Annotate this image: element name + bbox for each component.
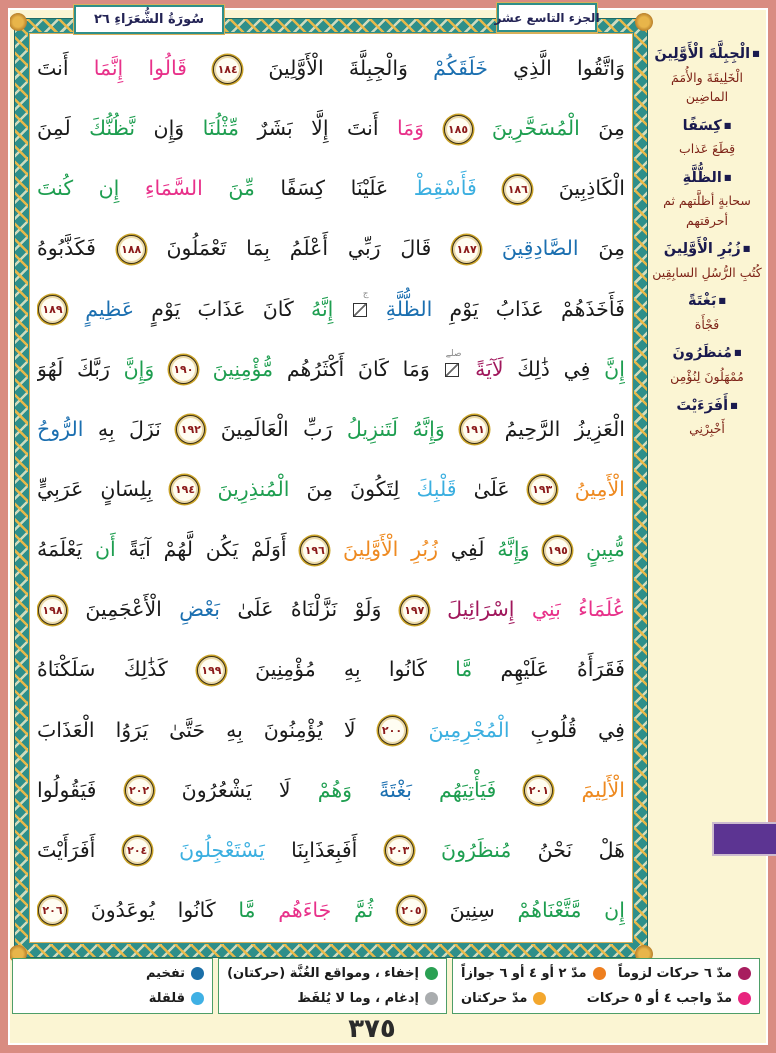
quran-word: إِن (604, 897, 625, 922)
quran-word: نَّظُنُّكَ (89, 116, 136, 141)
quran-word: بَشَرٌ (257, 116, 293, 141)
quran-word: مِنَ (598, 116, 625, 141)
quran-line (37, 639, 625, 699)
quran-word: نَحْنُ (537, 837, 573, 862)
quran-word: وَاتَّقُوا (577, 56, 625, 80)
quran-word: بَعْضِ (179, 597, 220, 622)
pause-mark-box: صلے (445, 363, 459, 377)
quran-word: رَبِّي (347, 236, 381, 261)
quran-word: كِسَفًا (280, 176, 326, 201)
quran-word: مُّؤْمِنِينَ (212, 356, 274, 381)
quran-word: مَّتَّعْنَاهُمْ (517, 897, 582, 922)
glossary-word: ■زُبُرِ الْأَوَّلِينَ (663, 241, 751, 258)
glossary-entry (650, 396, 764, 439)
glossary-definition: كُتُبِ الرُّسُلِ السابِقِين (652, 264, 762, 280)
glossary-definition: قِطَعَ عَذاب (678, 141, 736, 157)
quran-word: فَقَرَأَهُ (577, 657, 625, 682)
glossary-entry (650, 168, 764, 231)
verse-number-medallion: ٢٠٦ (38, 896, 67, 925)
quran-word: الْأَمِينُ (574, 476, 625, 501)
quran-word: كَانُوا (388, 657, 427, 682)
quran-word: نَزَّلْنَاهُ (290, 597, 338, 622)
quran-word: لِتَكُونَ (350, 476, 400, 501)
quran-word: وَإِنَّهُ (412, 416, 445, 441)
quran-word: بِهِ (226, 717, 243, 742)
quran-word: يُؤْمِنُونَ (263, 717, 323, 742)
quran-word: مِنَ (306, 476, 334, 501)
quran-word: كَانَ (357, 356, 389, 381)
quran-word: لَهُوَ (37, 356, 64, 381)
quran-word: يَوْمِ (449, 296, 479, 321)
glossary-word: ■كِسَفًا (682, 117, 732, 134)
quran-word: قَالَ (400, 236, 432, 261)
legend-item (461, 966, 606, 981)
quran-word: الْعَالَمِينَ (220, 416, 289, 441)
verse-number-medallion: ١٨٦ (503, 175, 532, 204)
quran-word: وَالْجِبِلَّةَ (348, 56, 408, 80)
legend-row (461, 991, 751, 1006)
glossary-word: ■الظُّلَّةِ (682, 169, 732, 186)
quran-word: أَكْثَرُهُم (286, 356, 345, 381)
juz-title-cartouche (494, 3, 600, 32)
glossary-word: ■الْجِبِلَّةَ الْأَوَّلِينَ (654, 46, 760, 62)
verse-number-medallion: ٢٠٥ (397, 896, 426, 925)
glossary-entry (650, 44, 764, 107)
quran-word: فَكَذَّبُوهُ (37, 236, 96, 261)
quran-word: يُوعَدُونَ (90, 897, 155, 922)
quran-line (37, 459, 625, 519)
legend-item (587, 991, 751, 1006)
quran-word: فَيَأْتِيَهُم (439, 777, 497, 802)
surah-title-cartouche (74, 5, 224, 34)
quran-word: قُلُوبِ (530, 717, 578, 742)
legend-row (227, 991, 438, 1006)
square-bullet-icon: ■ (718, 296, 726, 306)
quran-word: مُنظَرُونَ (441, 837, 512, 862)
square-bullet-icon: ■ (733, 348, 742, 358)
quran-word: إِلَّا (311, 116, 329, 141)
square-bullet-icon: ■ (723, 120, 732, 130)
quran-word: سِنِينَ (449, 897, 495, 922)
legend-label: مدّ ٢ أو ٤ أو ٦ جوازاً (461, 966, 587, 981)
legend-item (461, 991, 546, 1006)
verse-number-medallion: ١٩٦ (300, 536, 329, 565)
legend-row (21, 966, 204, 981)
quran-word: بِلِسَانٍ (100, 476, 153, 501)
quran-word: أَن (94, 537, 116, 562)
legend-item (146, 966, 204, 981)
quran-word: أَعْلَمُ (289, 236, 329, 261)
color-dot-icon (191, 992, 204, 1005)
quran-word: عَذَابُ (495, 296, 544, 321)
verse-number-medallion: ١٩٥ (543, 536, 572, 565)
glossary-definition: سحابةٍ أظلَّتهم ثم أحرقتهم (663, 193, 751, 228)
corner-flourish (635, 13, 653, 31)
quran-word: يَرَوُا (115, 717, 149, 742)
quran-word: عَلَىٰ (473, 476, 510, 501)
quran-line (37, 279, 625, 339)
verse-number-medallion: ١٩٢ (176, 415, 205, 444)
quran-word: وَإِنَّهُ (497, 537, 530, 562)
color-dot-icon (425, 992, 438, 1005)
quran-word: سَلَكْنَاهُ (37, 657, 96, 682)
quran-word: أَنتَ (37, 56, 69, 80)
glossary-entry (650, 239, 764, 282)
quran-word: كَانَ (262, 296, 294, 321)
square-bullet-icon: ■ (742, 244, 751, 254)
quran-line (37, 38, 625, 98)
quran-word: الرَّحِيمُ (504, 416, 561, 441)
quran-word: لَآيَةً (475, 356, 504, 381)
quran-word: هَلْ (598, 837, 625, 862)
quran-word: تَعْمَلُونَ (166, 236, 227, 261)
quran-word: نَزَلَ (128, 416, 161, 441)
quran-word: رَبَّكَ (76, 356, 110, 381)
quran-word: وَإِنَّ (123, 356, 155, 381)
verse-number-medallion: ٢٠٢ (125, 776, 154, 805)
quran-word: مَّا (455, 657, 473, 682)
quran-word: الرُّوحُ (37, 416, 84, 441)
quran-word: كُنتَ (37, 176, 74, 201)
quran-word: مَّا (238, 897, 256, 922)
quran-line (37, 399, 625, 459)
quran-word: ذَٰلِكَ (517, 356, 550, 381)
quran-word: عَذَابَ (197, 296, 246, 321)
juz-title: الجزء التاسع عشر (494, 10, 600, 25)
verse-number-medallion: ٢٠٤ (123, 836, 152, 865)
quran-word: إِنَّمَا (93, 56, 124, 80)
quran-word: الْأَلِيمَ (581, 777, 625, 802)
quran-word: كَذَٰلِكَ (123, 657, 168, 682)
quran-line (37, 519, 625, 579)
quran-word: ثُمَّ (353, 897, 374, 922)
surah-title: سُورَةُ الشُّعَرَاءِ ٢٦ (93, 12, 205, 27)
quran-line (37, 218, 625, 278)
quran-text-block (28, 32, 634, 944)
quran-word: إِسْرَائِيلَ (447, 597, 515, 622)
quran-word: الْأَوَّلِينَ (343, 537, 399, 562)
quran-word: يَسْتَعْجِلُونَ (179, 837, 265, 862)
quran-line (37, 820, 625, 880)
verse-number-medallion: ١٩٩ (197, 656, 226, 685)
legend-item (618, 966, 751, 981)
verse-number-medallion: ١٩٣ (528, 475, 557, 504)
verse-number-medallion: ٢٠١ (524, 776, 553, 805)
legend-box-madd (452, 958, 760, 1014)
legend-row (461, 966, 751, 981)
quran-word: الْمُسَحَّرِينَ (491, 116, 580, 141)
quran-word: لَّهُمْ (163, 537, 193, 562)
quran-word: قَالُوا (148, 56, 187, 80)
quran-word: مُؤْمِنِينَ (255, 657, 316, 682)
glossary-word: ■بَغْتَةً (688, 293, 726, 310)
quran-word: وَمَا (402, 356, 430, 381)
glossary-definition: الْخَلِيقَةَ والأُمَمَ الماضِين (671, 69, 743, 105)
quran-word: بِمَا (246, 236, 270, 261)
legend-row (21, 991, 204, 1006)
quran-word: لَا (343, 717, 356, 742)
legend-label: تفخيم (145, 966, 186, 981)
legend-item (227, 966, 438, 981)
legend-label: مدّ ٦ حركات لزوماً (617, 966, 732, 981)
quran-word: أَفَرَأَيْتَ (37, 837, 96, 862)
ornamental-border (14, 18, 648, 958)
quran-word: عُلَمَاءُ (578, 597, 625, 622)
quran-word: يَشْعُرُونَ (181, 777, 252, 802)
quran-word: حَتَّىٰ (169, 717, 206, 742)
quran-word: الْمُجْرِمِينَ (428, 717, 510, 742)
legend-row (227, 966, 438, 981)
verse-number-medallion: ١٩٧ (400, 596, 429, 625)
color-dot-icon (425, 967, 438, 980)
legend-label: إدغام ، وما لا يُلفَظ (297, 991, 419, 1006)
quran-line (37, 880, 625, 940)
quran-word: جَاءَهُم (278, 897, 332, 922)
quran-word: الْعَزِيزُ (574, 416, 625, 441)
glossary-entry (650, 116, 764, 159)
quran-word: آيَةً (128, 537, 151, 562)
glossary-word: ■أَفَرَءَيْتَ (676, 397, 738, 414)
quran-word: عَلَيْهِم (500, 657, 549, 682)
verse-number-medallion: ١٩٠ (169, 355, 198, 384)
quran-word: مِنَ (598, 236, 625, 261)
legend-label: مدّ واجب ٤ أو ٥ حركات (586, 991, 732, 1006)
quran-word: الْأَوَّلِينَ (268, 56, 324, 80)
quran-word: يَكُن (205, 537, 239, 562)
quran-line (37, 700, 625, 760)
quran-word: عَلَيْنَا (350, 176, 389, 201)
quran-word: الْأَعْجَمِينَ (85, 597, 162, 622)
quran-word: الصَّادِقِينَ (501, 236, 579, 261)
glossary-entry (650, 291, 764, 334)
quran-word: الْعَذَابَ (37, 717, 95, 742)
quran-word: وَلَوْ (354, 597, 382, 622)
quran-line (37, 760, 625, 820)
quran-word: إِنَّ (604, 356, 625, 381)
legend-item (149, 991, 204, 1006)
square-bullet-icon: ■ (752, 49, 760, 58)
glossary-definition: مُمْهَلُونَ لِنُؤْمِن (670, 369, 744, 385)
quran-word: وَهُمْ (317, 777, 353, 802)
verse-number-medallion: ١٨٧ (452, 235, 481, 264)
quran-word: فَأَخَذَهُمْ (560, 296, 625, 321)
quran-word: رَبِّ (303, 416, 333, 441)
glossary-definition: فَجْأَة (694, 317, 720, 332)
verse-number-medallion: ١٩٤ (170, 475, 199, 504)
quran-line (37, 579, 625, 639)
quran-word: إِنَّهُ (310, 296, 334, 321)
quran-word: وَإِن (153, 116, 185, 141)
glossary-entry (650, 343, 764, 386)
quran-word: بِهِ (343, 657, 361, 682)
color-dot-icon (191, 967, 204, 980)
quran-word: أَنتَ (346, 116, 379, 141)
quran-word: الظُّلَّةِ (385, 296, 433, 321)
quran-word: إِن (98, 176, 120, 201)
quran-word: السَّمَاءِ (144, 176, 203, 201)
color-dot-icon (738, 992, 751, 1005)
legend-box-tafkheem (12, 958, 213, 1014)
pause-mark-box: ج (353, 303, 367, 317)
quran-word: يَوْمٍ (151, 296, 181, 321)
quran-word: فَيَقُولُوا (37, 777, 97, 802)
page-number: ٣٧٥ (348, 1014, 396, 1044)
verse-number-medallion: ١٩١ (460, 415, 489, 444)
quran-word: الْكَاذِبِينَ (558, 176, 625, 201)
legend-label: مدّ حركتان (461, 991, 528, 1006)
quran-word: الَّذِي (513, 56, 552, 80)
quran-word: وَمَا (396, 116, 425, 141)
quran-word: قَلْبِكَ (416, 476, 457, 501)
quran-word: مُّبِينٍ (585, 537, 625, 562)
square-bullet-icon: ■ (723, 172, 732, 182)
verse-number-medallion: ١٨٨ (117, 235, 146, 264)
quran-line (37, 158, 625, 218)
quran-word: فَأَسْقِطْ (413, 176, 477, 201)
legend-label: قلقلة (148, 991, 186, 1006)
color-dot-icon (738, 967, 751, 980)
quran-word: يَعْلَمَهُ (37, 537, 83, 562)
quran-word: أَوَلَمْ (251, 537, 287, 562)
quran-word: زُبُرِ (411, 537, 439, 562)
verse-number-medallion: ١٨٥ (444, 115, 473, 144)
legend-item (297, 991, 438, 1006)
quran-word: الْمُنذِرِينَ (217, 476, 290, 501)
quran-word: خَلَقَكُمْ (433, 56, 488, 80)
quran-word: مِّنَ (228, 176, 255, 201)
square-bullet-icon: ■ (730, 400, 738, 410)
verse-number-medallion: ١٩٨ (38, 596, 67, 625)
glossary-word: ■مُنظَرُونَ (672, 345, 742, 362)
quran-word: مِّثْلُنَا (202, 116, 240, 141)
quran-word: بَنِي (531, 597, 561, 622)
verse-number-medallion: ٢٠٣ (385, 836, 414, 865)
verse-number-medallion: ١٨٤ (213, 55, 242, 84)
quran-word: لَمِنَ (37, 116, 71, 141)
verse-number-medallion: ١٨٩ (38, 295, 67, 324)
quran-word: عَلَىٰ (237, 597, 274, 622)
quran-line (37, 339, 625, 399)
verse-number-medallion: ٢٠٠ (378, 716, 407, 745)
tajweed-color-legend (12, 958, 760, 1014)
quran-word: بِهِ (97, 416, 115, 441)
quran-line (37, 98, 625, 158)
quran-word: كَانُوا (177, 897, 216, 922)
color-dot-icon (533, 992, 546, 1005)
quran-word: فِي (563, 356, 591, 381)
juz-bookmark-tab[interactable] (712, 822, 776, 856)
quran-word: لَتَنزِيلُ (346, 416, 398, 441)
quran-word: لَا (278, 777, 291, 802)
quran-word: عَظِيمٍ (85, 296, 135, 321)
legend-label: إخفاء ، ومواقع الغُنَّة (حركتان) (227, 966, 419, 981)
quran-word: بَغْتَةً (379, 777, 412, 802)
quran-word: أَفَبِعَذَابِنَا (291, 837, 358, 862)
color-dot-icon (593, 967, 606, 980)
quran-word: فِي (598, 717, 625, 742)
glossary-definition: أَخْبِرْنِي (689, 421, 725, 437)
legend-box-ghunnah (218, 958, 447, 1014)
quran-word: لَفِي (450, 537, 485, 562)
corner-flourish (9, 13, 27, 31)
quran-word: عَرَبِيٍّ (37, 476, 84, 501)
margin-glossary (650, 44, 764, 448)
